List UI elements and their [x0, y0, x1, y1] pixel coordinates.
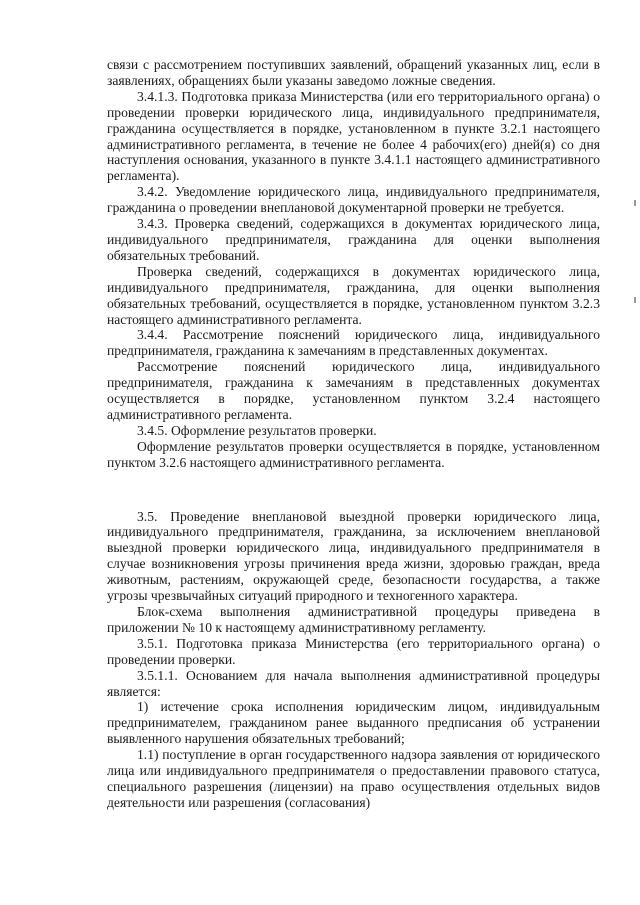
scan-edge-mark [634, 297, 636, 303]
paragraph: 3.5. Проведение внеплановой выездной проверки юридического лица, индивидуального предпринимателя, гражданина, за исключением внеплановой выездной проверки юридического лица, индивидуального предпринимателя в случае возникновения угрозы причинения вреда жизни, здоровью граждан, вреда животным, растениям, окружающей среде, безопасности государства, а также угрозы чрезвычайных ситуаций природного и техногенного характера. [107, 508, 600, 604]
paragraph: 3.4.5. Оформление результатов проверки. [137, 422, 377, 438]
paragraph: 3.4.1.3. Подготовка приказа Министерства (или его территориального органа) о проведении проверки юридического лица, индивидуального предпринимателя, гражданина осуществляется в порядке, установленном в пункте 3.2.1 настоящего административного регламента, в течение не более 4 рабочих(его) дней(я) со дня наступления основания, указанного в пункте 3.4.1.1 настоящего административного регламента). [107, 88, 600, 184]
scan-edge-mark [634, 200, 636, 206]
paragraph: 3.5.1.1. Основанием для начала выполнения административной процедуры является: [107, 667, 600, 699]
paragraph: 1) истечение срока исполнения юридическим лицом, индивидуальным предпринимателем, гражданином ранее выданного предписания об устранении выявленного нарушения обязательных требований; [107, 699, 600, 747]
paragraph: 3.4.3. Проверка сведений, содержащихся в документах юридического лица, индивидуального предпринимателя, гражданина для оценки выполнения обязательных требований. [107, 216, 600, 263]
section-gap [107, 471, 600, 509]
paragraph: 3.5.1. Подготовка приказа Министерства (его территориального органа) о проведении проверки. [107, 635, 600, 667]
paragraph: Оформление результатов проверки осуществляется в порядке, установленном пунктом 3.2.6 настоящего административного регламента. [107, 438, 600, 470]
paragraph: 3.4.2. Уведомление юридического лица, индивидуального предпринимателя, гражданина о проведении внеплановой документарной проверки не требуется. [107, 184, 600, 216]
paragraph: связи с рассмотрением поступивших заявлений, обращений указанных лиц, если в заявлениях, обращениях были указаны заведомо ложные сведения. [107, 57, 600, 88]
paragraph: 3.4.4. Рассмотрение пояснений юридического лица, индивидуального предпринимателя, гражданина к замечаниям в представленных документах. [107, 327, 600, 359]
paragraph: 1.1) поступление в орган государственного надзора заявления от юридического лица или индивидуального предпринимателя о предоставлении правового статуса, специального разрешения (лицензии) на право осуществления отдельных видов деятельности или разрешения (согласования) [107, 747, 600, 810]
paragraph: Проверка сведений, содержащихся в документах юридического лица, индивидуального предпринимателя, гражданина, для оценки выполнения обязательных требований, осуществляется в порядке, установленном пунктом 3.2.3 настоящего административного регламента. [107, 263, 600, 327]
paragraph: Рассмотрение пояснений юридического лица, индивидуального предпринимателя, гражданина к замечаниям в представленных документах осуществляется в порядке, установленном пунктом 3.2.4 настоящего административного регламента. [107, 359, 600, 422]
paragraph: Блок-схема выполнения административной процедуры приведена в приложении № 10 к настоящему административному регламенту. [107, 604, 600, 635]
document-body [107, 57, 600, 811]
